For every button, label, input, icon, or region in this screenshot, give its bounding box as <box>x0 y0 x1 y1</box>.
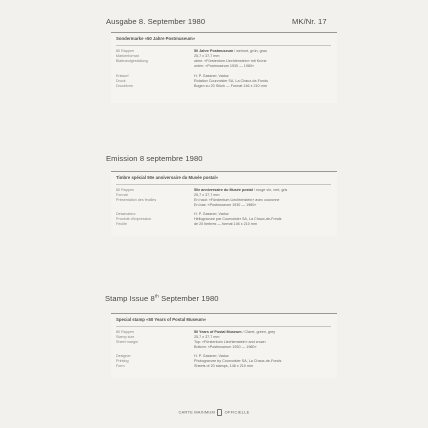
footer-imprint <box>0 409 428 416</box>
info-row: Markenformat 25,7 x 37,7 mm <box>116 54 220 58</box>
info-row: Sheet margin Top: «Fürstentum Liechtenstein» and crown <box>116 340 266 344</box>
info-row: Form Sheets of 20 stamps, 146 x 210 mm <box>116 364 254 368</box>
info-row: Druck Rotation Courvoisier SA, La Chaux-de-Fonds <box>116 79 268 83</box>
info-row: Entwurf H. P. Gassner, Vaduz <box>116 74 229 78</box>
issue-heading-english: Stamp Issue 8th September 1980 <box>105 293 219 303</box>
info-row: Bottom: «Postmuseum 1930 — 1980» <box>194 345 257 349</box>
card-title: Sondermarke «50 Jahre Postmuseum» <box>116 36 196 41</box>
card-divider <box>116 326 331 327</box>
info-row: Blattrandgestaltung oben: «Fürstentum Liechtenstein» mit Krone <box>116 59 267 63</box>
info-row: Designer H. P. Gassner, Vaduz <box>116 354 229 358</box>
card-title: Timbre spécial 50e anniversaire du Musée postal» <box>116 175 219 180</box>
info-row: Dessinateur H. P. Gassner, Vaduz <box>116 212 229 216</box>
info-row: Stamp size 25,7 x 37,7 mm <box>116 335 220 339</box>
info-card-german <box>111 32 337 103</box>
info-row: En bas: «Postmuseum 1930 — 1980» <box>194 203 257 207</box>
info-card-french <box>111 171 337 236</box>
info-row: Format 25,7 x 37,7 mm <box>116 193 220 197</box>
card-divider <box>116 45 331 46</box>
info-row: unten: «Postmuseum 1930 — 1980» <box>194 64 255 68</box>
info-row: Présentation des feuilles En haut: «Fürstentum Liechtenstein» avec couronne <box>116 198 280 202</box>
footer-text-right: OFFICIELLE <box>224 409 250 415</box>
issue-heading-german: Ausgabe 8. September 1980 <box>106 17 206 26</box>
info-row: 80 Rappen 50e anniversaire du Musée postal / rouge vin, vert, gris <box>116 188 288 192</box>
card-title: Special stamp «50 Years of Postal Museum» <box>116 317 207 322</box>
card-divider <box>116 184 331 185</box>
catalog-number: MK/Nr. 17 <box>292 17 327 26</box>
info-row: Druckform Bogen zu 20 Stück — Format 146 x 210 mm <box>116 84 267 88</box>
info-row: 80 Rappen 50 Years of Postal Museum / Claret, green, grey <box>116 330 276 334</box>
info-card-english <box>111 313 337 378</box>
info-row: Feuille de 20 timbres — format 146 x 210 mm <box>116 222 257 226</box>
footer-text-left: CARTE MAXIMUM <box>178 409 215 415</box>
post-logo-icon <box>217 409 222 416</box>
info-row: Printing Photogravure by Courvoisier SA, La Chaux-de-Fonds <box>116 359 282 363</box>
info-row: 80 Rappen 50 Jahre Postmuseum / weinrot, grün, grau <box>116 49 267 53</box>
issue-heading-french: Emission 8 septembre 1980 <box>106 154 203 163</box>
info-row: Procédé d'impression Héliogravure par Courvoisier SA, La Chaux-de-Fonds <box>116 217 282 221</box>
